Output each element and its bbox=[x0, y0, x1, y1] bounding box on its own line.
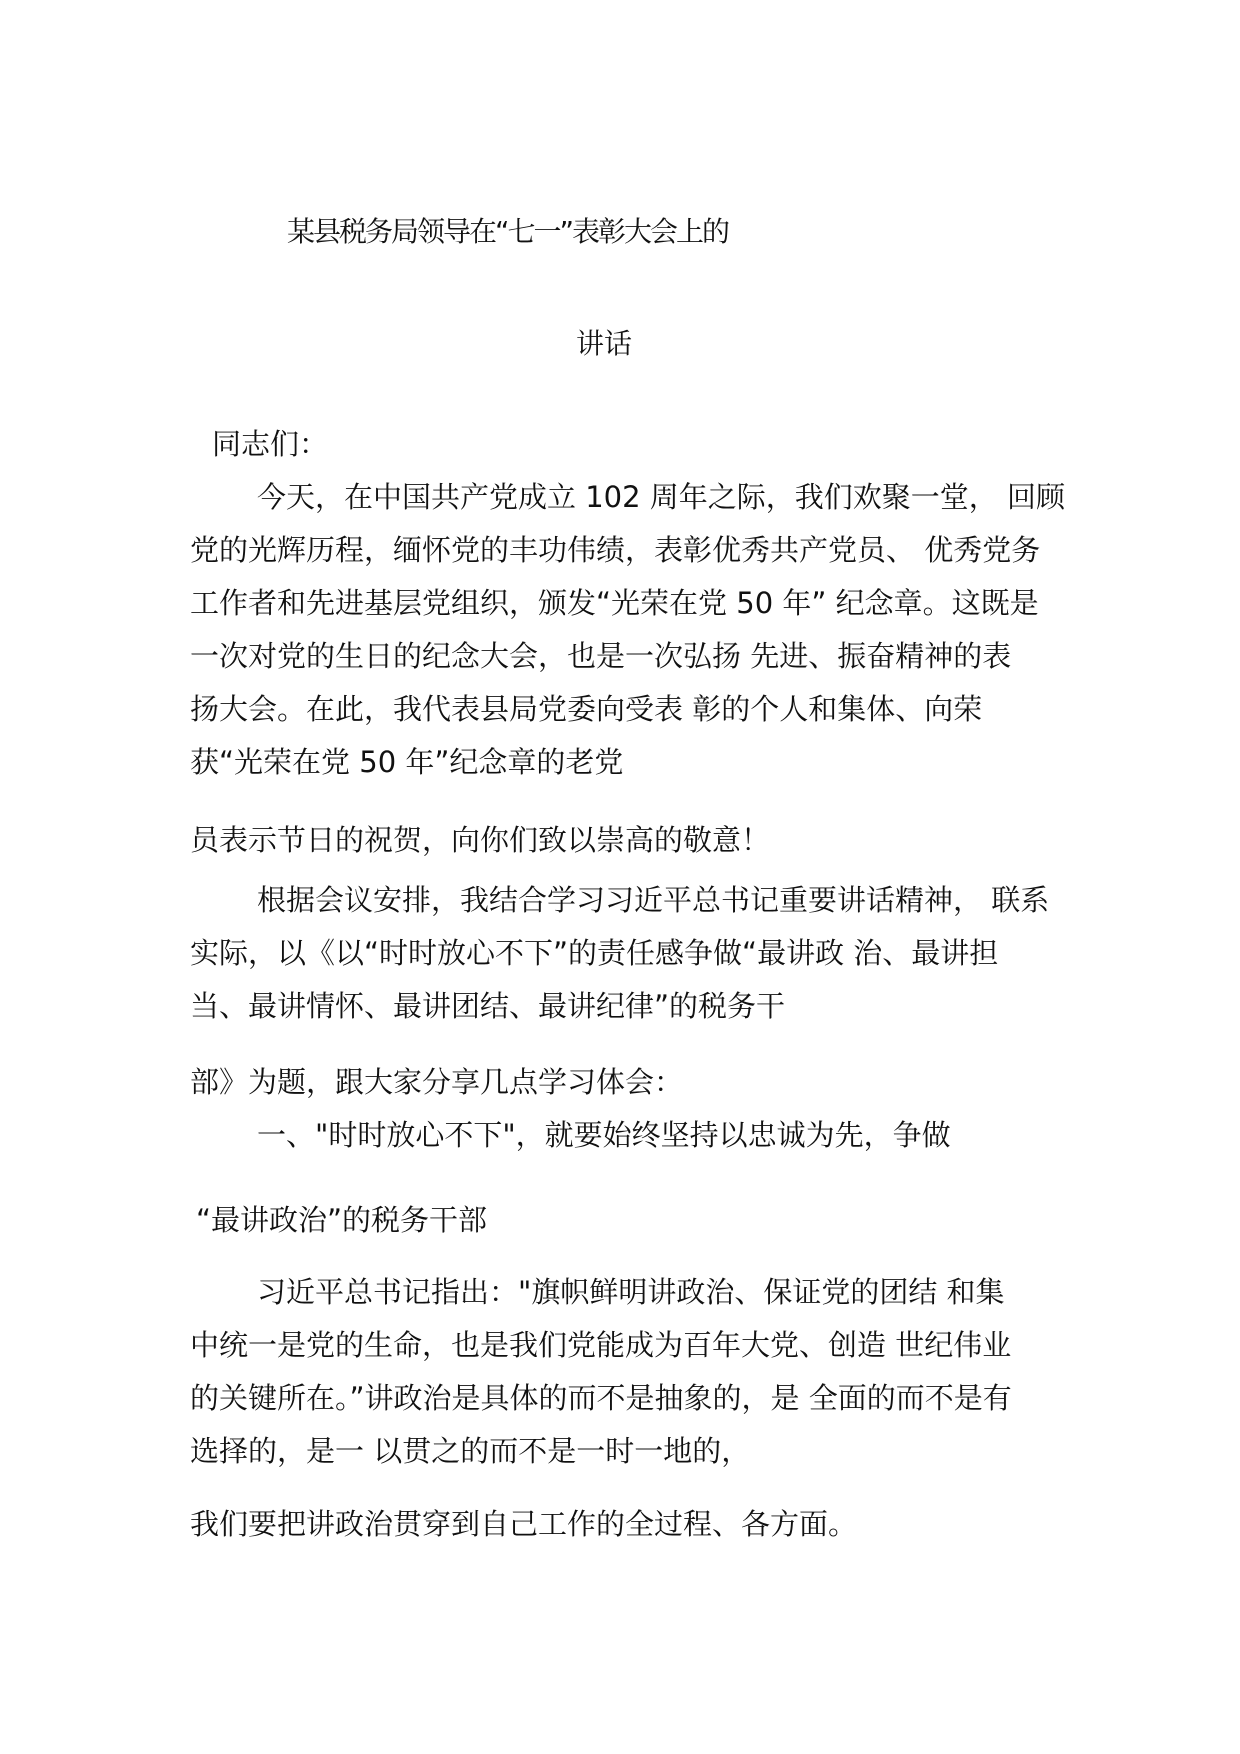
paragraph-line: 根据会议安排，我结合学习习近平总书记重要讲话精神， 联系 bbox=[257, 883, 1050, 917]
paragraph-line: 一次对党的生日的纪念大会，也是一次弘扬 先进、振奋精神的表 bbox=[190, 639, 1012, 673]
paragraph-line: 获“光荣在党 50 年”纪念章的老党 bbox=[190, 745, 624, 779]
section-heading-line: “最讲政治”的税务干部 bbox=[196, 1203, 488, 1237]
paragraph-line: 习近平总书记指出："旗帜鲜明讲政治、保证党的团结 和集 bbox=[257, 1275, 1005, 1309]
paragraph-line: 部》为题，跟大家分享几点学习体会： bbox=[190, 1065, 684, 1099]
paragraph-line: 选择的，是一 以贯之的而不是一时一地的， bbox=[190, 1434, 751, 1468]
paragraph-line: 实际，以《以“时时放心不下”的责任感争做“最讲政 治、最讲担 bbox=[190, 936, 999, 970]
paragraph-line: 的关键所在。”讲政治是具体的而不是抽象的，是 全面的而不是有 bbox=[190, 1381, 1012, 1415]
salutation-line: 同志们： bbox=[212, 427, 329, 461]
paragraph-line: 扬大会。在此，我代表县局党委向受表 彰的个人和集体、向荣 bbox=[190, 692, 983, 726]
paragraph-line: 工作者和先进基层党组织，颁发“光荣在党 50 年” 纪念章。这既是 bbox=[190, 586, 1039, 620]
section-heading-line: 一、"时时放心不下"，就要始终坚持以忠诚为先，争做 bbox=[257, 1118, 951, 1152]
paragraph-line: 中统一是党的生命，也是我们党能成为百年大党、创造 世纪伟业 bbox=[190, 1328, 1012, 1362]
paragraph-line: 当、最讲情怀、最讲团结、最讲纪律”的税务干 bbox=[190, 989, 786, 1023]
paragraph-line: 今天，在中国共产党成立 102 周年之际，我们欢聚一堂， 回顾 bbox=[257, 480, 1066, 514]
paragraph-line: 员表示节日的祝贺，向你们致以崇高的敬意！ bbox=[190, 823, 771, 857]
document-title: 某县税务局领导在“七一”表彰大会上的 bbox=[287, 215, 729, 248]
paragraph-line: 我们要把讲政治贯穿到自己工作的全过程、各方面。 bbox=[190, 1507, 858, 1541]
document-subtitle: 讲话 bbox=[576, 327, 633, 360]
paragraph-line: 党的光辉历程，缅怀党的丰功伟绩，表彰优秀共产党员、 优秀党务 bbox=[190, 533, 1041, 567]
